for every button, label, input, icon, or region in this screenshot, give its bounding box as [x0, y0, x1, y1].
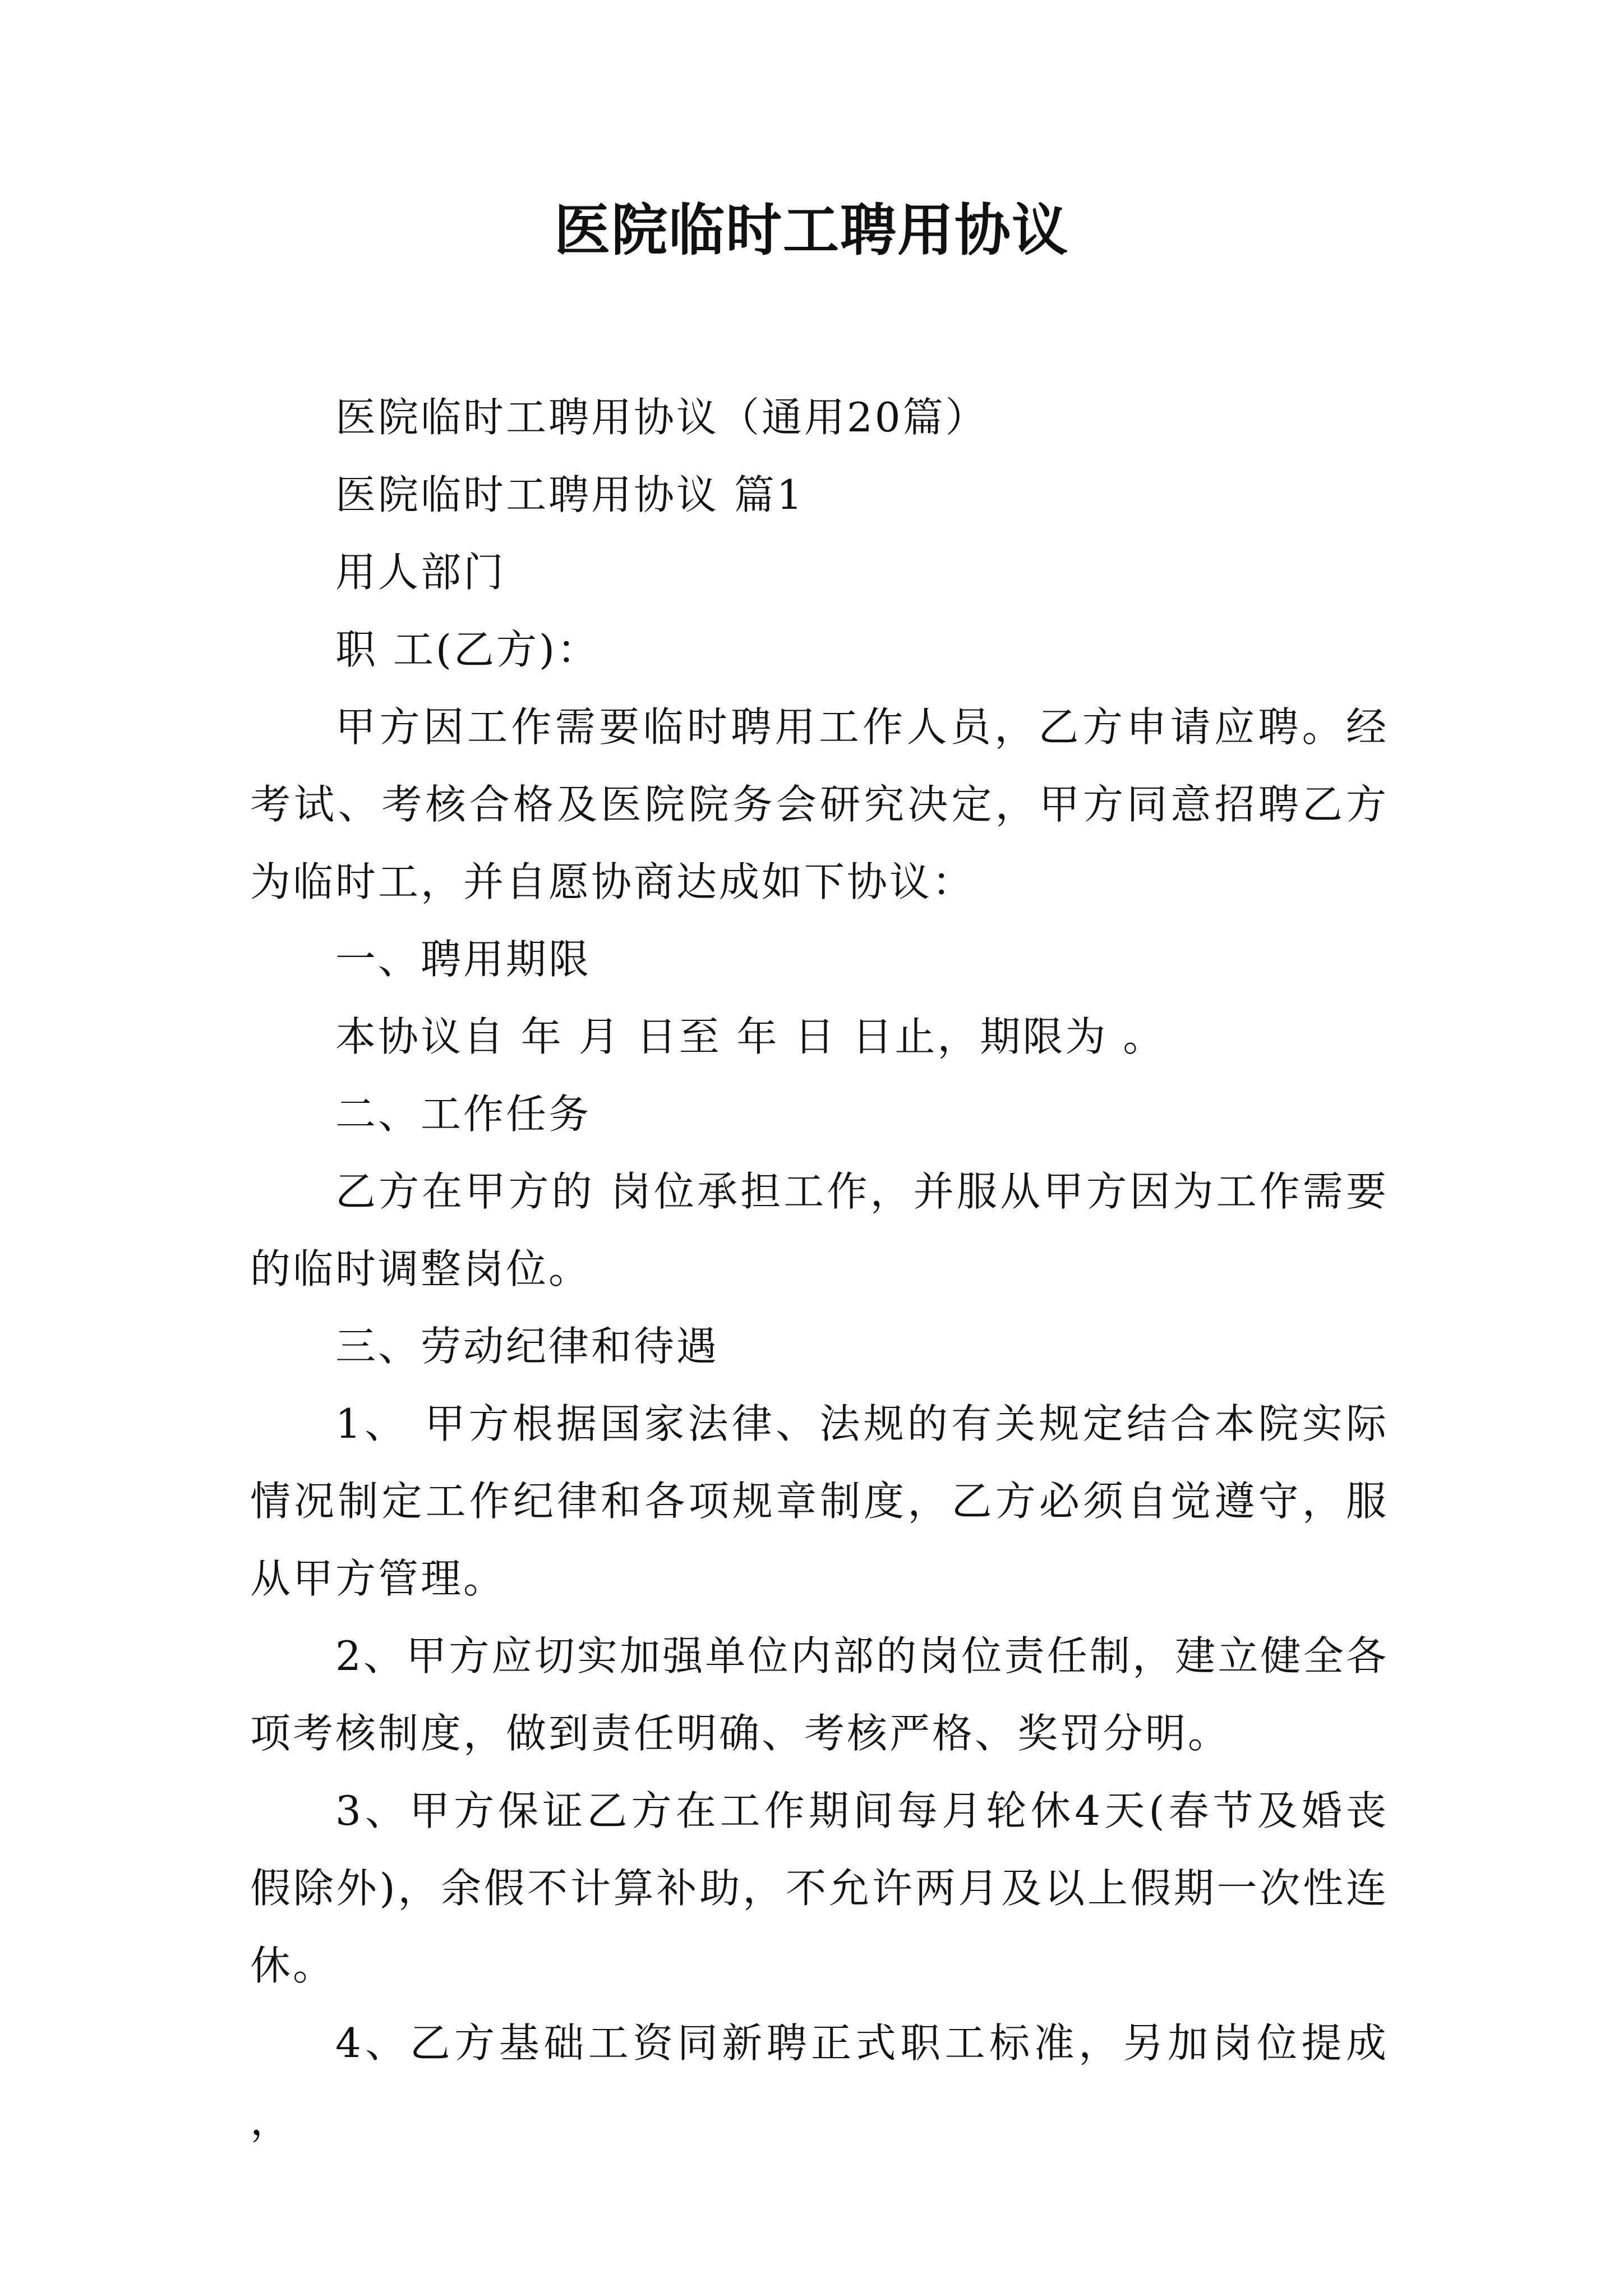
preamble-paragraph: 甲方因工作需要临时聘用工作人员，乙方申请应聘。经考试、考核合格及医院院务会研究决定，甲方同意招聘乙方为临时工，并自愿协商达成如下协议：: [250, 703, 1389, 905]
subtitle-line: 医院临时工聘用协议（通用20篇）: [335, 394, 988, 441]
document-title: 医院临时工聘用协议: [554, 197, 1069, 263]
discipline-item-1: 1、 甲方根据国家法律、法规的有关规定结合本院实际情况制定工作纪律和各项规章制度，乙方必须自觉遵守，服从甲方管理。: [250, 1400, 1389, 1602]
clause-heading-discipline: 三、劳动纪律和待遇: [335, 1323, 720, 1370]
discipline-item-3: 3、甲方保证乙方在工作期间每月轮休4天(春节及婚丧假除外)，余假不计算补助，不允许两月及以上假期一次性连休。: [250, 1787, 1389, 1989]
discipline-item-4: 4、乙方基础工资同新聘正式职工标准，另加岗位提成 ，: [250, 2019, 1389, 2144]
employer-label: 用人部门: [335, 549, 506, 596]
document-body: [250, 379, 1389, 2159]
duties-paragraph: 乙方在甲方的 岗位承担工作，并服从甲方因为工作需要的临时调整岗位。: [250, 1168, 1389, 1292]
clause-heading-term: 一、聘用期限: [335, 936, 592, 983]
discipline-item-2: 2、甲方应切实加强单位内部的岗位责任制，建立健全各项考核制度，做到责任明确、考核严格、奖罚分明。: [250, 1632, 1389, 1757]
section-heading: 医院临时工聘用协议 篇1: [335, 471, 805, 518]
term-paragraph: 本协议自 年 月 日至 年 日 日止，期限为 。: [335, 1013, 1166, 1060]
clause-heading-duties: 二、工作任务: [335, 1091, 592, 1138]
employee-label: 职 工(乙方)：: [335, 626, 600, 673]
